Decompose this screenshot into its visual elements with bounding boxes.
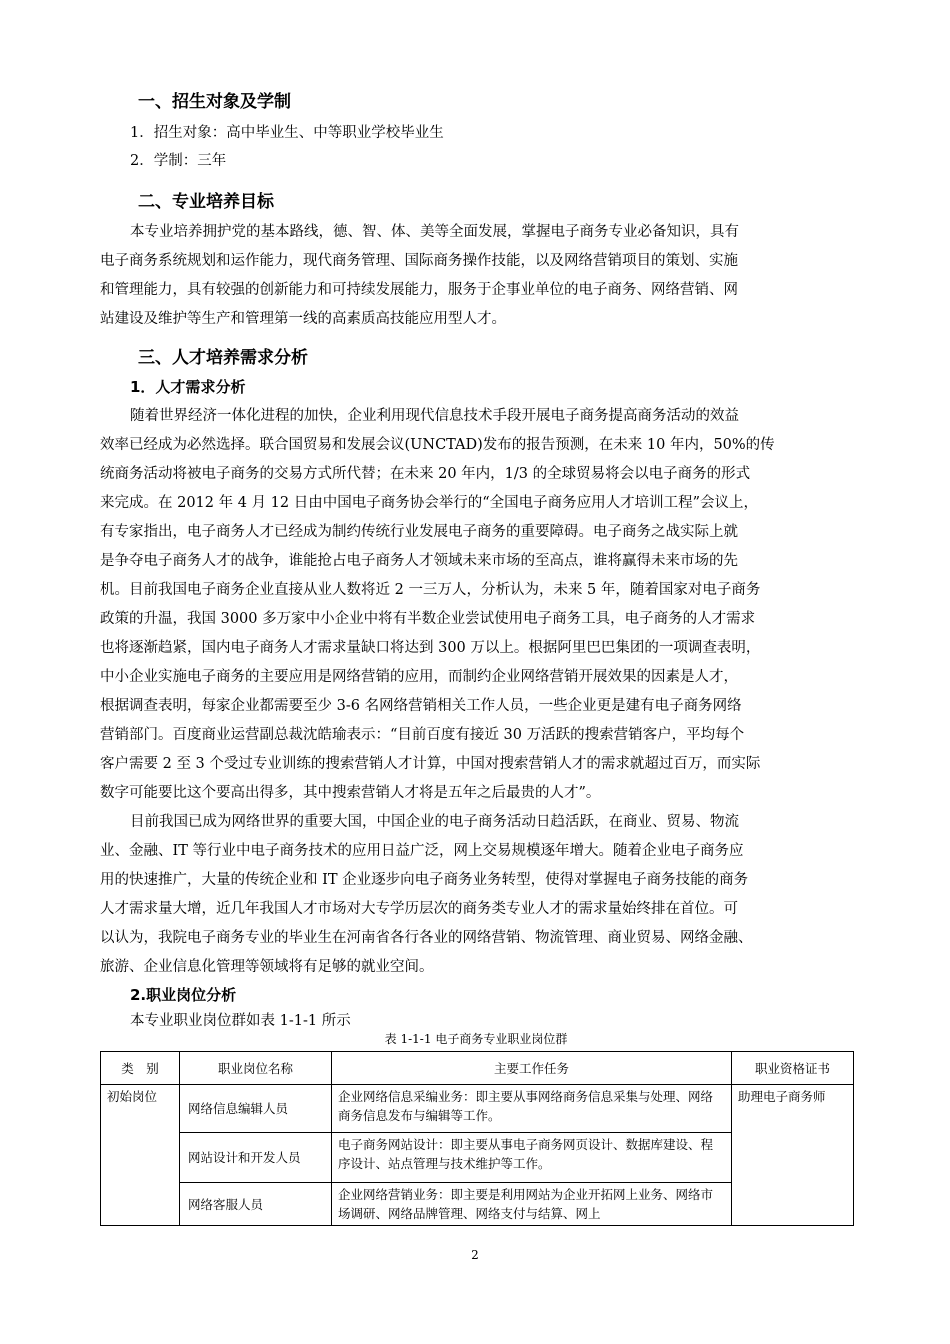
subsection-heading-job-analysis: 2.职业岗位分析 (130, 986, 237, 1004)
paragraph-line: 来完成。在 2012 年 4 月 12 日由中国电子商务协会举行的“全国电子商务应用人才培训工程”会议上， (100, 495, 759, 511)
section-heading-enrollment: 一、招生对象及学制 (138, 92, 291, 112)
section-heading-training-goal: 二、专业培养目标 (138, 192, 274, 212)
paragraph-line: 营销部门。百度商业运营副总裁沈皓瑜表示：“目前百度有接近 30 万活跃的搜索营销客户，平均每个 (100, 727, 745, 743)
table-row (101, 1085, 854, 1133)
header-category: 类 别 (101, 1052, 180, 1085)
position-cell: 网站设计和开发人员 (180, 1133, 332, 1183)
training-goal-line: 和管理能力，具有较强的创新能力和可持续发展能力，服务于企事业单位的电子商务、网络营销、网 (100, 282, 738, 298)
paragraph-line: 随着世界经济一体化进程的加快，企业利用现代信息技术手段开展电子商务提高商务活动的效益 (130, 408, 739, 424)
training-goal-line: 电子商务系统规划和运作能力，现代商务管理、国际商务操作技能，以及网络营销项目的策划、实施 (100, 253, 738, 269)
training-goal-line: 本专业培养拥护党的基本路线，德、智、体、美等全面发展，掌握电子商务专业必备知识，具有 (130, 224, 739, 240)
paragraph-line: 业、金融、IT 等行业中电子商务技术的应用日益广泛，网上交易规模逐年增大。随着企业电子商务应 (100, 843, 744, 859)
paragraph-line: 效率已经成为必然选择。联合国贸易和发展会议(UNCTAD)发布的报告预测，在未来 10 年内，50%的传 (100, 437, 775, 453)
paragraph-line: 人才需求量大增，近几年我国人才市场对大专学历层次的商务类专业人才的需求量始终排在首位。可 (100, 901, 738, 917)
paragraph-line: 是争夺电子商务人才的战争，谁能抢占电子商务人才领域未来市场的至高点，谁将赢得未来市场的先 (100, 553, 738, 569)
page-number: 2 (471, 1248, 479, 1262)
header-certificate: 职业资格证书 (732, 1052, 854, 1085)
enrollment-target-item: 1．招生对象：高中毕业生、中等职业学校毕业生 (130, 125, 444, 141)
table-header-row (101, 1052, 854, 1085)
job-positions-table (100, 1051, 854, 1226)
header-task: 主要工作任务 (332, 1052, 732, 1085)
paragraph-line: 以认为，我院电子商务专业的毕业生在河南省各行各业的网络营销、物流管理、商业贸易、网络金融、 (100, 930, 753, 946)
study-duration-item: 2．学制：三年 (130, 153, 227, 169)
paragraph-line: 旅游、企业信息化管理等领域将有足够的就业空间。 (100, 959, 434, 975)
paragraph-line: 机。目前我国电子商务企业直接从业人数将近 2 一三万人，分析认为，未来 5 年，随着国家对电子商务 (100, 582, 761, 598)
paragraph-line: 目前我国已成为网络世界的重要大国，中国企业的电子商务活动日趋活跃，在商业、贸易、物流 (130, 814, 739, 830)
paragraph-line: 统商务活动将被电子商务的交易方式所代替；在未来 20 年内，1/3 的全球贸易将会以电子商务的形式 (100, 466, 751, 482)
subsection-heading-talent-demand: 1．人才需求分析 (130, 378, 246, 396)
table-intro-text: 本专业职业岗位群如表 1-1-1 所示 (130, 1013, 351, 1029)
paragraph-line: 根据调查表明，每家企业都需要至少 3-6 名网络营销相关工作人员，一些企业更是建有电子商务网络 (100, 698, 742, 714)
section-heading-demand-analysis: 三、人才培养需求分析 (138, 348, 308, 368)
table-caption: 表 1-1-1 电子商务专业职业岗位群 (384, 1032, 568, 1046)
certificate-cell: 助理电子商务师 (732, 1085, 854, 1226)
paragraph-line: 数字可能要比这个要高出得多，其中搜索营销人才将是五年之后最贵的人才”。 (100, 785, 601, 801)
header-position: 职业岗位名称 (180, 1052, 332, 1085)
task-cell: 电子商务网站设计：即主要从事电子商务网页设计、数据库建设、程序设计、站点管理与技术维护等工作。 (332, 1133, 732, 1183)
paragraph-line: 中小企业实施电子商务的主要应用是网络营销的应用，而制约企业网络营销开展效果的因素是人才， (100, 669, 738, 685)
position-cell: 网络客服人员 (180, 1183, 332, 1226)
paragraph-line: 也将逐渐趋紧，国内电子商务人才需求量缺口将达到 300 万以上。根据阿里巴巴集团的一项调查表明， (100, 640, 761, 656)
paragraph-line: 有专家指出，电子商务人才已经成为制约传统行业发展电子商务的重要障碍。电子商务之战实际上就 (100, 524, 738, 540)
paragraph-line: 政策的升温，我国 3000 多万家中小企业中将有半数企业尝试使用电子商务工具，电子商务的人才需求 (100, 611, 756, 627)
task-cell: 企业网络营销业务：即主要是利用网站为企业开拓网上业务、网络市场调研、网络品牌管理、网络支付与结算、网上 (332, 1183, 732, 1226)
paragraph-line: 用的快速推广，大量的传统企业和 IT 企业逐步向电子商务业务转型，使得对掌握电子商务技能的商务 (100, 872, 749, 888)
paragraph-line: 客户需要 2 至 3 个受过专业训练的搜索营销人才计算，中国对搜索营销人才的需求就超过百万，而实际 (100, 756, 761, 772)
position-cell: 网络信息编辑人员 (180, 1085, 332, 1133)
category-cell: 初始岗位 (101, 1085, 180, 1226)
task-cell: 企业网络信息采编业务：即主要从事网络商务信息采集与处理、网络商务信息发布与编辑等工作。 (332, 1085, 732, 1133)
training-goal-line: 站建设及维护等生产和管理第一线的高素质高技能应用型人才。 (100, 311, 506, 327)
